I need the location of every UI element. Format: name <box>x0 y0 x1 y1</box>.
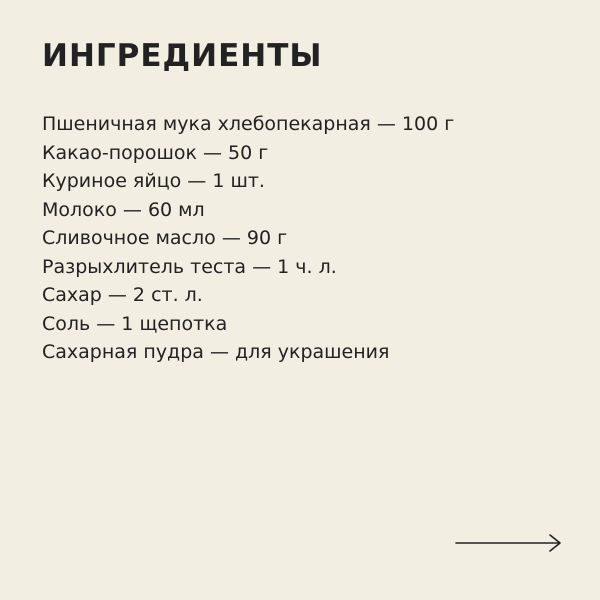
ingredient-item: Сахарная пудра — для украшения <box>42 341 390 363</box>
ingredient-item: Соль — 1 щепотка <box>42 312 228 335</box>
arrow-right-icon <box>455 532 563 554</box>
ingredient-item: Пшеничная мука хлебопекарная — 100 г <box>42 113 455 135</box>
ingredient-item: Сахар — 2 ст. л. <box>42 284 203 306</box>
ingredient-item: Разрыхлитель теста — 1 ч. л. <box>42 255 337 278</box>
ingredients-list <box>42 110 454 367</box>
page-title: ИНГРЕДИЕНТЫ <box>42 38 323 74</box>
ingredient-item: Сливочное масло — 90 г <box>42 227 288 249</box>
ingredient-item: Молоко — 60 мл <box>42 198 205 221</box>
ingredient-item: Какао-порошок — 50 г <box>42 141 269 164</box>
next-button[interactable] <box>455 532 563 554</box>
ingredient-item: Куриное яйцо — 1 шт. <box>42 170 265 192</box>
